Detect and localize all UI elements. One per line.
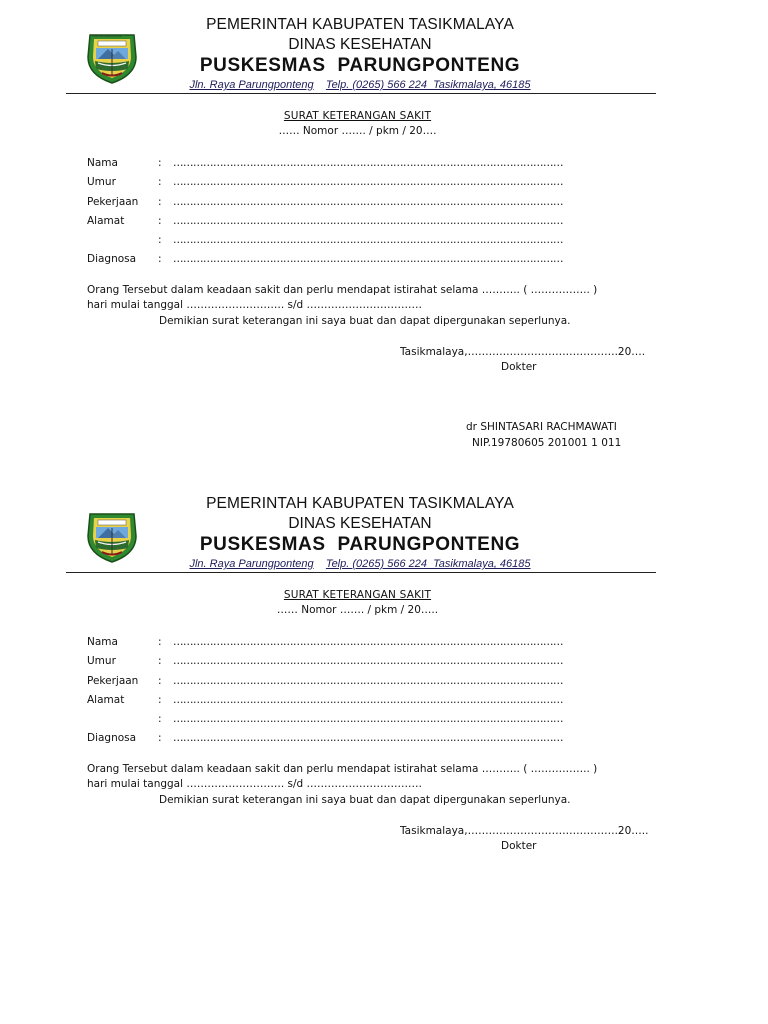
patient-fields — [87, 636, 563, 752]
signer-role: Dokter — [501, 361, 537, 373]
field-row-address-2 — [87, 713, 563, 732]
letterhead-divider — [66, 93, 656, 94]
field-blank: ……………………………………………………………………………………………………… — [173, 713, 563, 726]
field-label: Pekerjaan — [87, 674, 139, 687]
field-blank: ……………………………………………………………………………………………………… — [173, 636, 563, 648]
field-label: Alamat — [87, 214, 125, 227]
closing-statement: Demikian surat keterangan ini saya buat dan dapat dipergunakan seperlunya. — [159, 794, 571, 806]
field-blank: ……………………………………………………………………………………………………… — [173, 195, 563, 208]
field-label: Diagnosa — [87, 253, 137, 266]
field-blank: ……………………………………………………………………………………………………… — [173, 176, 563, 189]
regency-emblem-icon — [84, 508, 140, 564]
field-row-name — [87, 157, 563, 176]
field-colon: : — [158, 253, 162, 266]
field-blank: ……………………………………………………………………………………………………… — [173, 693, 563, 706]
field-blank: ……………………………………………………………………………………………………… — [173, 674, 563, 687]
sick-letter-form-2 — [0, 479, 768, 959]
place-date: Tasikmalaya,…………………………………….20…. — [400, 346, 646, 358]
phone-city: Telp. (0265) 566 224 Tasikmalaya, 46185 — [325, 558, 531, 570]
document-number: …… Nomor ……. / pkm / 20…. — [278, 125, 437, 137]
field-row-address — [87, 693, 563, 713]
field-colon: : — [158, 176, 162, 189]
field-label: Alamat — [87, 693, 125, 706]
field-colon: : — [158, 214, 162, 227]
field-colon: : — [158, 674, 162, 687]
rest-statement: Orang Tersebut dalam keadaan sakit dan perlu mendapat istirahat selama ……….. ( …………….. ) — [87, 284, 598, 296]
phone-city: Telp. (0265) 566 224 Tasikmalaya, 46185 — [325, 79, 531, 91]
place-date: Tasikmalaya,…………………………………….20….. — [400, 825, 649, 837]
department-title: DINAS KESEHATAN — [288, 515, 432, 532]
field-label: Umur — [87, 176, 116, 189]
field-label: Umur — [87, 655, 116, 668]
field-colon: : — [158, 732, 162, 745]
date-range: hari mulai tanggal ………………………. s/d …………………………… — [87, 778, 423, 790]
patient-fields — [87, 157, 563, 273]
field-row-occupation — [87, 674, 563, 694]
field-label: Pekerjaan — [87, 195, 139, 208]
clinic-address — [150, 558, 570, 570]
department-title: DINAS KESEHATAN — [288, 36, 432, 53]
letterhead-divider — [66, 572, 656, 573]
field-colon: : — [158, 655, 162, 668]
field-label: Nama — [87, 636, 118, 648]
field-colon: : — [158, 157, 162, 169]
document-number: …… Nomor ……. / pkm / 20….. — [276, 604, 439, 616]
field-row-age — [87, 176, 563, 195]
emblem-motto: SUKAPURA NGADAUN NGORA — [92, 36, 122, 38]
field-row-occupation — [87, 195, 563, 215]
closing-statement: Demikian surat keterangan ini saya buat dan dapat dipergunakan seperlunya. — [159, 315, 571, 327]
government-title: PEMERINTAH KABUPATEN TASIKMALAYA — [206, 495, 514, 512]
field-blank: ……………………………………………………………………………………………………… — [173, 214, 563, 227]
field-blank: ……………………………………………………………………………………………………… — [173, 655, 563, 668]
street-address: Jln. Raya Parungponteng — [189, 558, 314, 570]
field-row-name — [87, 636, 563, 655]
field-row-address-2 — [87, 234, 563, 253]
field-label: Nama — [87, 157, 118, 169]
field-blank: ……………………………………………………………………………………………………… — [173, 157, 563, 169]
rest-statement: Orang Tersebut dalam keadaan sakit dan perlu mendapat istirahat selama ……….. ( …………….. ) — [87, 763, 598, 775]
field-row-age — [87, 655, 563, 674]
field-colon: : — [158, 234, 162, 247]
field-colon: : — [158, 713, 162, 726]
field-blank: ……………………………………………………………………………………………………… — [173, 253, 563, 266]
date-range: hari mulai tanggal ………………………. s/d …………………………… — [87, 299, 423, 311]
street-address: Jln. Raya Parungponteng — [189, 79, 314, 91]
document-title: SURAT KETERANGAN SAKIT — [283, 110, 432, 122]
field-row-diagnosis — [87, 732, 563, 751]
doctor-nip: NIP.19780605 201001 1 011 — [472, 437, 622, 449]
clinic-address — [150, 79, 570, 91]
government-title: PEMERINTAH KABUPATEN TASIKMALAYA — [206, 16, 514, 33]
field-blank: ……………………………………………………………………………………………………… — [173, 732, 563, 745]
sick-letter-form-1 — [0, 0, 768, 480]
field-row-diagnosis — [87, 253, 563, 272]
field-row-address — [87, 214, 563, 234]
field-colon: : — [158, 195, 162, 208]
clinic-title: PUSKESMAS PARUNGPONTENG — [199, 55, 521, 76]
clinic-title: PUSKESMAS PARUNGPONTENG — [199, 534, 521, 555]
field-blank: ……………………………………………………………………………………………………… — [173, 234, 563, 247]
signer-role: Dokter — [501, 840, 537, 852]
document-title: SURAT KETERANGAN SAKIT — [283, 589, 432, 601]
field-colon: : — [158, 636, 162, 648]
field-label: Diagnosa — [87, 732, 137, 745]
field-colon: : — [158, 693, 162, 706]
doctor-name: dr SHINTASARI RACHMAWATI — [466, 421, 617, 433]
